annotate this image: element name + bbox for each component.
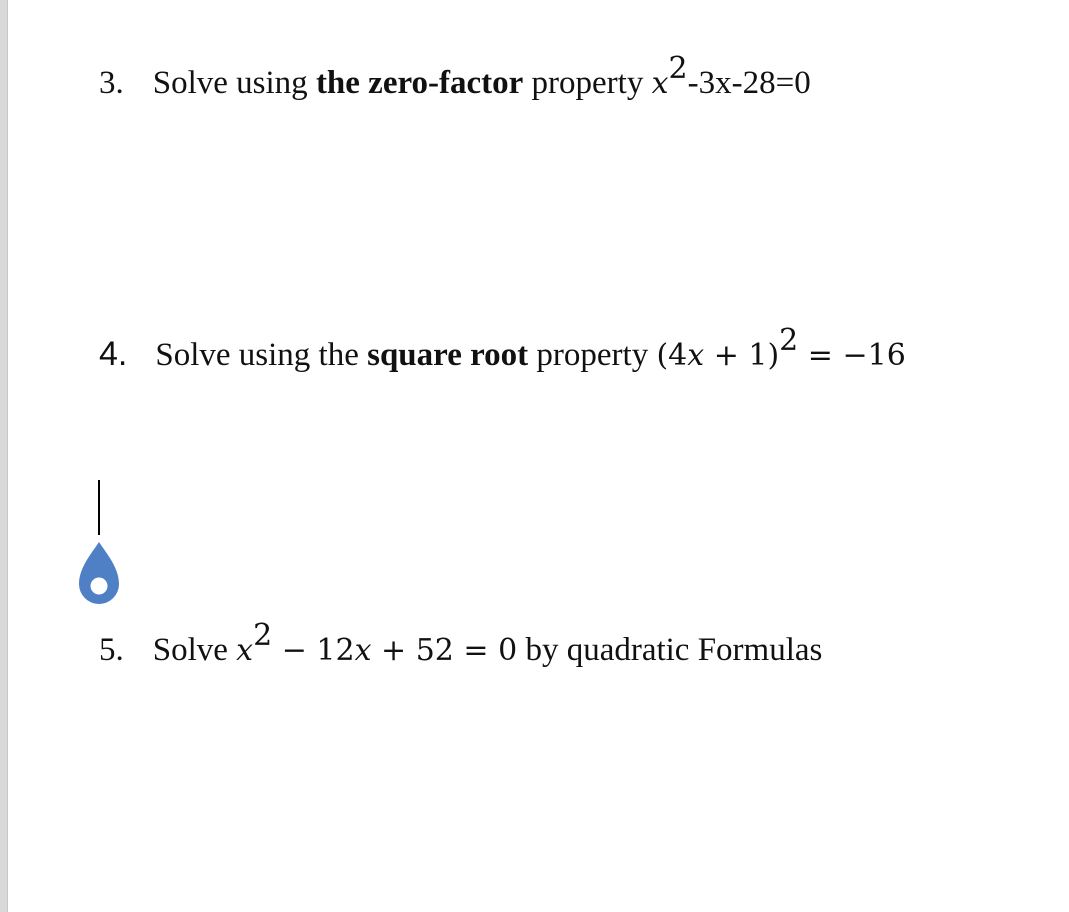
cursor-handle-icon[interactable]	[77, 540, 121, 608]
problem-3-math-exp: 2	[668, 51, 688, 86]
problem-4-suffix: property	[528, 337, 657, 373]
problem-4-math-rest: = −16	[798, 338, 906, 373]
problem-4-math-mid: + 1)	[704, 338, 780, 373]
problem-5	[99, 618, 823, 668]
problem-5-math-var2: x	[354, 633, 372, 668]
problem-5-suffix: by quadratic Formulas	[517, 632, 823, 668]
problem-4-number: 4.	[99, 335, 128, 373]
problem-4-math-open: (4	[656, 338, 688, 373]
text-cursor	[98, 480, 100, 535]
problem-3-prefix: Solve using	[152, 65, 316, 101]
problem-4-math-var: x	[687, 338, 705, 373]
page-left-edge	[0, 0, 8, 912]
problem-3-math-var: x	[651, 66, 669, 101]
problem-4	[99, 323, 906, 373]
problem-4-prefix: Solve using the	[155, 337, 368, 373]
problem-5-math-exp: 2	[253, 618, 273, 653]
problem-5-math-var: x	[236, 633, 254, 668]
problem-3-math-rest: -3x-28=0	[687, 65, 811, 101]
problem-5-math-mid: − 12	[272, 633, 355, 668]
problem-3-bold-term: the zero-factor	[315, 65, 524, 101]
problem-3	[99, 51, 811, 101]
problem-4-bold-term: square root	[367, 337, 529, 373]
problem-3-number: 3.	[99, 65, 124, 101]
problem-5-number: 5.	[99, 632, 124, 668]
problem-5-prefix: Solve	[152, 632, 237, 668]
problem-5-math-rest: + 52 = 0	[371, 633, 518, 668]
problem-4-math-exp: 2	[779, 323, 799, 358]
problem-3-suffix: property	[523, 65, 652, 101]
